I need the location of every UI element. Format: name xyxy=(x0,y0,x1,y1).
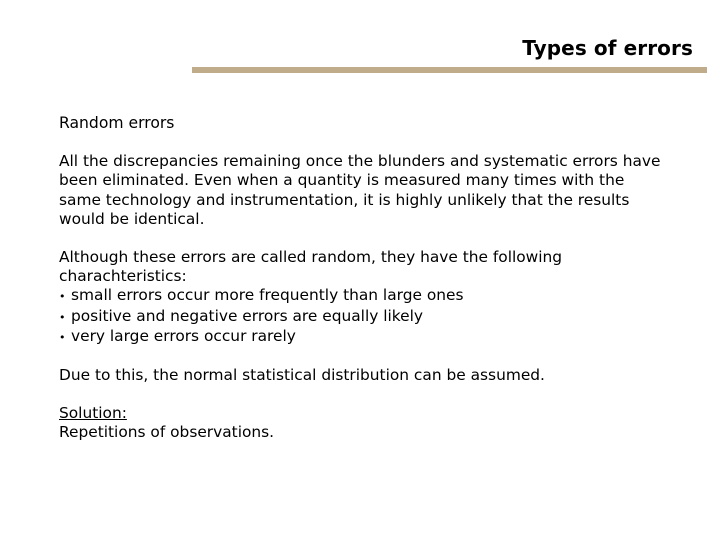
title-underline-bar xyxy=(192,67,707,73)
solution-text: Repetitions of observations. xyxy=(59,423,275,442)
slide-title: Types of errors xyxy=(522,36,693,60)
list-item-text: positive and negative errors are equally likely xyxy=(71,306,424,325)
list-item-text: small errors occur more frequently than large ones xyxy=(71,286,464,305)
list-item xyxy=(59,327,699,347)
paragraph-line: charachteristics: xyxy=(59,267,187,286)
solution-block xyxy=(59,404,699,442)
paragraph-line: Although these errors are called random, they have the following xyxy=(59,248,563,267)
characteristics-paragraph xyxy=(59,248,699,347)
list-item xyxy=(59,307,699,327)
bullet-icon: • xyxy=(59,290,66,304)
bullet-icon: • xyxy=(59,330,66,344)
bullet-icon: • xyxy=(59,310,66,324)
section-heading: Random errors xyxy=(59,114,175,132)
characteristics-list xyxy=(59,286,699,347)
slide-content xyxy=(59,114,699,462)
paragraph-line: same technology and instrumentation, it is highly unlikely that the results xyxy=(59,190,630,209)
definition-paragraph xyxy=(59,152,699,229)
paragraph-line: been eliminated. Even when a quantity is measured many times with the xyxy=(59,171,625,190)
paragraph-line: would be identical. xyxy=(59,209,205,228)
list-item xyxy=(59,286,699,306)
list-item-text: very large errors occur rarely xyxy=(71,326,296,345)
paragraph-line: All the discrepancies remaining once the blunders and systematic errors have xyxy=(59,152,661,171)
conclusion-paragraph: Due to this, the normal statistical distribution can be assumed. xyxy=(59,366,545,385)
solution-label: Solution: xyxy=(59,404,127,423)
